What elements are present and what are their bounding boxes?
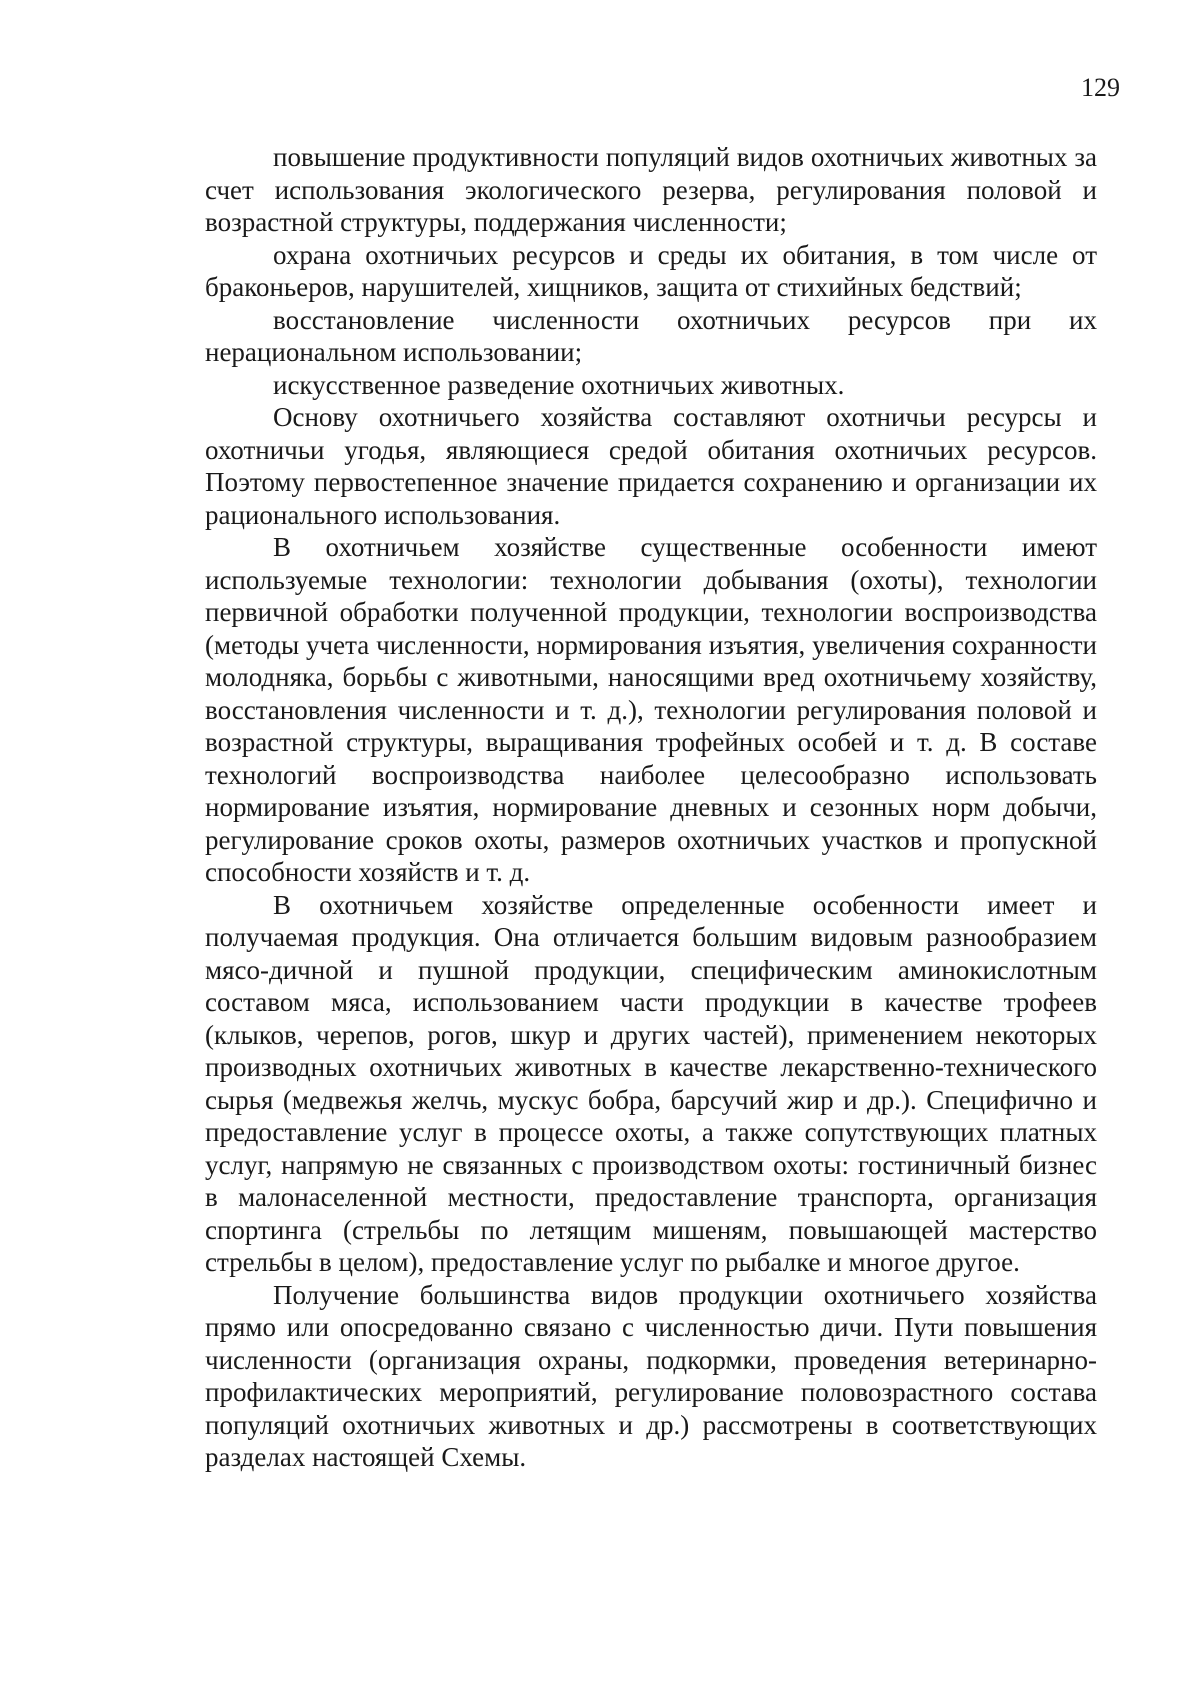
paragraph: В охотничьем хозяйстве существенные особенности имеют используемые технологии: технологии добывания (охоты), технологии первичной обработки полученной продукции, технологии воспроизводства (методы учета численности, нормирования изъятия, увеличения сохранности молодняка, борьбы с животными, наносящими вред охотничьему хозяйству, восстановления численности и т. д.), технологии регулирования половой и возрастной структуры, выращивания трофейных особей и т. д. В составе технологий воспроизводства наиболее целесообразно использовать нормирование изъятия, нормирование дневных и сезонных норм добычи, регулирование сроков охоты, размеров охотничьих участков и пропускной способности хозяйств и т. д. xyxy=(205,532,1097,887)
document-body xyxy=(205,141,1097,1474)
paragraph: восстановление численности охотничьих ресурсов при их нерациональном использовании; xyxy=(205,304,1097,367)
paragraph: охрана охотничьих ресурсов и среды их обитания, в том числе от браконьеров, нарушителей, хищников, защита от стихийных бедствий; xyxy=(205,239,1097,302)
paragraph: повышение продуктивности популяций видов охотничьих животных за счет использования экологического резерва, регулирования половой и возрастной структуры, поддержания численности; xyxy=(205,142,1097,237)
paragraph: Получение большинства видов продукции охотничьего хозяйства прямо или опосредованно связано с численностью дичи. Пути повышения численности (организация охраны, подкормки, проведения ветеринарно-профилактических мероприятий, регулирование половозрастного состава популяций охотничьих животных и др.) рассмотрены в соответствующих разделах настоящей Схемы. xyxy=(205,1279,1097,1472)
paragraph: искусственное разведение охотничьих животных. xyxy=(273,369,845,400)
page-number: 129 xyxy=(1081,73,1120,102)
paragraph: Основу охотничьего хозяйства составляют охотничьи ресурсы и охотничьи угодья, являющиеся средой обитания охотничьих ресурсов. Поэтому первостепенное значение придается сохранению и организации их рационального использования. xyxy=(205,402,1097,530)
paragraph: В охотничьем хозяйстве определенные особенности имеет и получаемая продукция. Она отличается большим видовым разнообразием мясо-дичной и пушной продукции, специфическим аминокислотным составом мяса, использованием части продукции в качестве трофеев (клыков, черепов, рогов, шкур и других частей), применением некоторых производных охотничьих животных в качестве лекарственно-технического сырья (медвежья желчь, мускус бобра, барсучий жир и др.). Специфично и предоставление услуг в процессе охоты, а также сопутствующих платных услуг, напрямую не связанных с производством охоты: гостиничный бизнес в малонаселенной местности, предоставление транспорта, организация спортинга (стрельбы по летящим мишеням, повышающей мастерство стрельбы в целом), предоставление услуг по рыбалке и многое другое. xyxy=(205,889,1097,1277)
